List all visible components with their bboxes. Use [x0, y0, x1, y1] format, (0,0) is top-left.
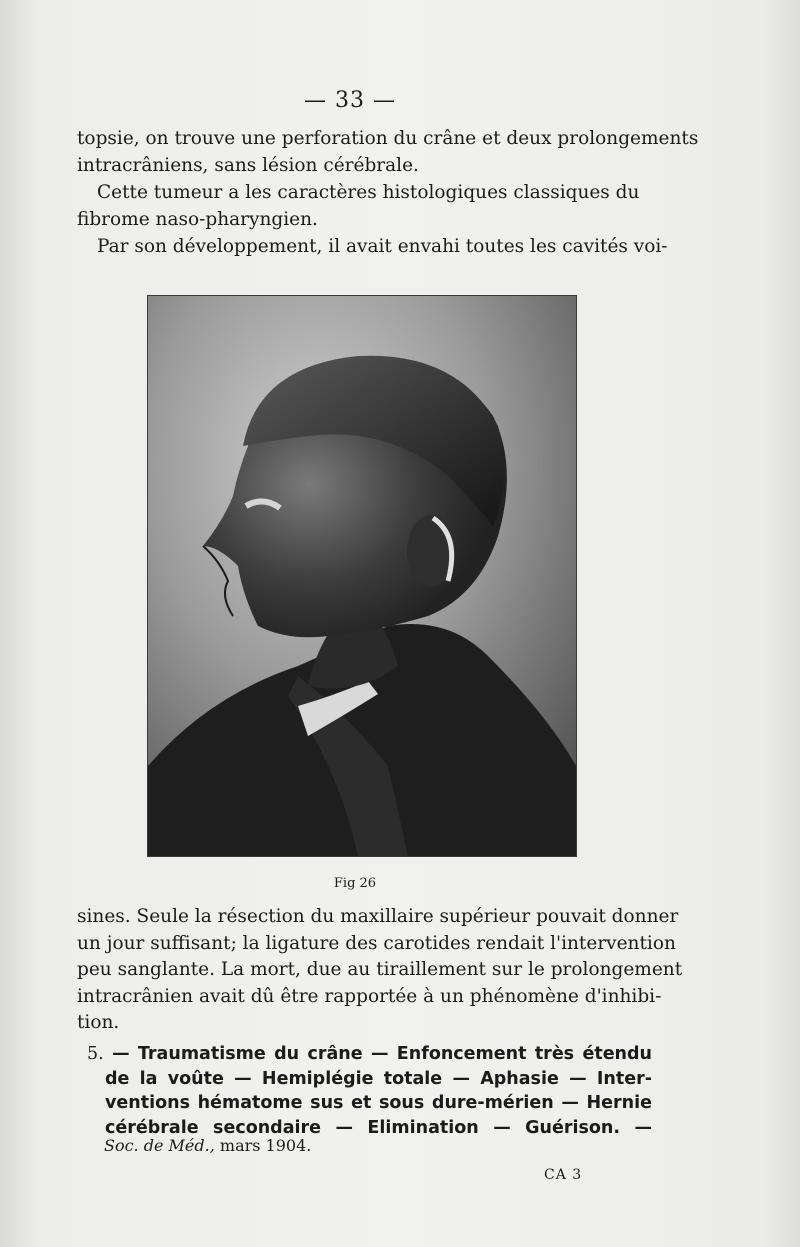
text-line: peu sanglante. La mort, due au tiraillement sur le prolongement — [77, 959, 683, 980]
case-number: 5. — [87, 1044, 104, 1064]
page-number: — 33 — — [304, 88, 396, 113]
source-citation — [104, 1136, 311, 1155]
text-line: Cette tumeur a les caractères histologiques classiques du — [97, 182, 640, 203]
case-title-line: de la voûte — Hemiplégie totale — Aphasie — Inter- — [105, 1068, 652, 1089]
text-line: un jour suffisant; la ligature des carotides rendait l'intervention — [77, 932, 676, 954]
paragraph-3 — [77, 234, 668, 261]
text-line: intracrânien avait dû être rapportée à un phénomène d'inhibi- — [77, 985, 662, 1007]
paragraph-2 — [77, 180, 640, 233]
paragraph-4 — [77, 904, 683, 1037]
signature-mark: CA 3 — [544, 1167, 583, 1183]
text-line: topsie, on trouve une perforation du crâne et deux prolongements — [77, 128, 699, 149]
text-line: Par son développement, il avait envahi toutes les cavités voi- — [97, 236, 668, 257]
case-title-line: ventions hématome sus et sous dure-mérien — Hernie — [105, 1093, 652, 1113]
case-heading — [87, 1042, 652, 1140]
case-title-line: cérébrale secondaire — Elimination — Guérison. — — [105, 1117, 652, 1138]
patient-portrait-photo — [147, 295, 577, 857]
portrait-illustration — [148, 296, 576, 856]
figure-caption: Fig 26 — [333, 876, 377, 891]
case-title-line: — Traumatisme du crâne — Enfoncement très étendu — [112, 1044, 653, 1064]
paragraph-1 — [77, 126, 699, 179]
text-line: tion. — [77, 1012, 120, 1033]
source-journal: Soc. de Méd., — [104, 1136, 215, 1155]
text-line: sines. Seule la résection du maxillaire supérieur pouvait donner — [77, 906, 679, 927]
source-date: mars 1904. — [219, 1136, 312, 1155]
text-line: fibrome naso-pharyngien. — [77, 208, 318, 230]
text-line: intracrâniens, sans lésion cérébrale. — [77, 154, 419, 176]
